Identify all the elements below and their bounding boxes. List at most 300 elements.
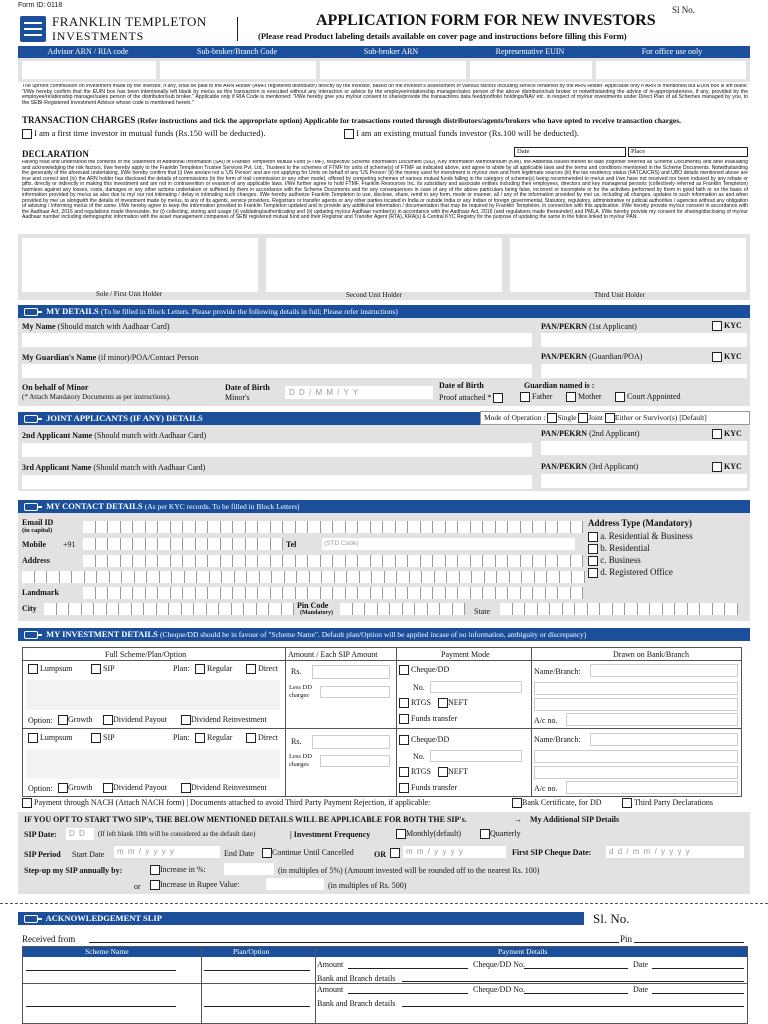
letter-cell[interactable]	[246, 538, 259, 550]
letter-cell[interactable]	[521, 587, 534, 599]
checkbox[interactable]	[438, 767, 448, 777]
letter-cell[interactable]	[446, 587, 459, 599]
signature-box-second[interactable]	[266, 238, 502, 292]
letter-cell[interactable]	[44, 603, 57, 615]
bank-certificate[interactable]: Bank Certificate, for DD	[512, 798, 602, 808]
letter-cell[interactable]	[83, 555, 96, 567]
kyc2[interactable]: KYC	[712, 429, 742, 439]
letter-cell[interactable]	[232, 603, 245, 615]
letter-cell[interactable]	[82, 603, 95, 615]
signature-box-third[interactable]	[510, 238, 746, 292]
checkbox[interactable]	[588, 568, 598, 578]
letter-cell[interactable]	[588, 603, 601, 615]
inv2-div-payout[interactable]: Dividend Payout	[103, 783, 167, 793]
letter-cell[interactable]	[521, 555, 534, 567]
addr-type-business[interactable]: c. Business	[588, 555, 748, 566]
checkbox[interactable]	[399, 698, 409, 708]
letter-cell[interactable]	[322, 571, 335, 583]
kyc3[interactable]: KYC	[712, 462, 742, 472]
continue-until-cancelled[interactable]: Continue Until Cancelled	[262, 848, 354, 858]
letter-cell[interactable]	[146, 555, 159, 567]
checkbox[interactable]	[399, 783, 409, 793]
letter-cell[interactable]	[538, 603, 551, 615]
letter-cell[interactable]	[197, 571, 210, 583]
letter-cell[interactable]	[571, 555, 584, 567]
letter-cell[interactable]	[358, 587, 371, 599]
letter-cell[interactable]	[244, 603, 257, 615]
letter-cell[interactable]	[383, 555, 396, 567]
inv2-rtgs[interactable]: RTGS	[399, 767, 431, 777]
letter-cell[interactable]	[260, 571, 273, 583]
checkbox[interactable]	[512, 798, 522, 808]
letter-cell[interactable]	[471, 587, 484, 599]
letter-cell[interactable]	[269, 603, 282, 615]
letter-cell[interactable]	[447, 571, 460, 583]
address-line2[interactable]	[22, 571, 585, 583]
checkbox[interactable]	[396, 829, 406, 839]
subbroker-arn-input[interactable]	[320, 61, 466, 79]
letter-cell[interactable]	[613, 603, 626, 615]
pincode-input[interactable]	[340, 603, 465, 615]
letter-cell[interactable]	[408, 521, 421, 533]
letter-cell[interactable]	[158, 555, 171, 567]
inv2-amount-input[interactable]	[312, 735, 390, 749]
inv1-branch-input3[interactable]	[534, 698, 738, 711]
letter-cell[interactable]	[725, 603, 738, 615]
ack1-bank-line[interactable]	[402, 981, 744, 982]
letter-cell[interactable]	[132, 603, 145, 615]
letter-cell[interactable]	[208, 555, 221, 567]
inc-pct-input[interactable]	[224, 863, 274, 875]
letter-cell[interactable]	[221, 587, 234, 599]
letter-cell[interactable]	[171, 587, 184, 599]
letter-cell[interactable]	[183, 587, 196, 599]
letter-cell[interactable]	[483, 587, 496, 599]
letter-cell[interactable]	[353, 603, 366, 615]
letter-cell[interactable]	[121, 555, 134, 567]
letter-cell[interactable]	[346, 587, 359, 599]
letter-cell[interactable]	[371, 521, 384, 533]
letter-cell[interactable]	[221, 521, 234, 533]
ack1-plan-line[interactable]	[204, 970, 310, 971]
letter-cell[interactable]	[296, 521, 309, 533]
checkbox[interactable]	[615, 392, 625, 402]
checkbox[interactable]	[712, 321, 722, 331]
end-date-box[interactable]	[390, 848, 400, 858]
inv1-cheque[interactable]: Cheque/DD	[399, 665, 449, 675]
ack1-scheme-line[interactable]	[26, 970, 176, 971]
letter-cell[interactable]	[471, 521, 484, 533]
letter-cell[interactable]	[650, 603, 663, 615]
checkbox[interactable]	[28, 733, 38, 743]
addr-type-residential[interactable]: b. Residential	[588, 543, 748, 554]
letter-cell[interactable]	[246, 521, 259, 533]
letter-cell[interactable]	[122, 571, 135, 583]
letter-cell[interactable]	[396, 521, 409, 533]
letter-cell[interactable]	[121, 538, 134, 550]
letter-cell[interactable]	[108, 521, 121, 533]
letter-cell[interactable]	[119, 603, 132, 615]
letter-cell[interactable]	[458, 555, 471, 567]
checkbox[interactable]	[438, 698, 448, 708]
letter-cell[interactable]	[258, 521, 271, 533]
letter-cell[interactable]	[308, 555, 321, 567]
letter-cell[interactable]	[310, 571, 323, 583]
letter-cell[interactable]	[183, 521, 196, 533]
ack2-date-line[interactable]	[652, 993, 744, 994]
mode-joint-checkbox[interactable]	[578, 413, 588, 423]
letter-cell[interactable]	[146, 587, 159, 599]
letter-cell[interactable]	[333, 521, 346, 533]
letter-cell[interactable]	[246, 587, 259, 599]
checkbox[interactable]	[150, 865, 160, 875]
inc-pct[interactable]: Increase in %:	[150, 865, 206, 875]
txn-option-existing[interactable]	[344, 128, 579, 139]
letter-cell[interactable]	[571, 521, 584, 533]
inv2-branch-input2[interactable]	[534, 750, 738, 763]
letter-cell[interactable]	[572, 571, 585, 583]
kyc1[interactable]: KYC	[712, 321, 742, 331]
letter-cell[interactable]	[233, 538, 246, 550]
letter-cell[interactable]	[396, 555, 409, 567]
letter-cell[interactable]	[169, 603, 182, 615]
letter-cell[interactable]	[321, 555, 334, 567]
inv1-direct[interactable]: Direct	[246, 664, 278, 674]
letter-cell[interactable]	[285, 571, 298, 583]
inv1-cheque-no-input[interactable]	[430, 681, 522, 693]
letter-cell[interactable]	[283, 555, 296, 567]
letter-cell[interactable]	[233, 555, 246, 567]
letter-cell[interactable]	[157, 603, 170, 615]
checkbox[interactable]	[91, 664, 101, 674]
checkbox[interactable]	[399, 714, 409, 724]
letter-cell[interactable]	[172, 571, 185, 583]
pan-guardian-input[interactable]	[541, 364, 747, 378]
letter-cell[interactable]	[121, 587, 134, 599]
checkbox[interactable]	[566, 392, 576, 402]
inv1-lumpsum[interactable]: Lumpsum	[28, 664, 72, 674]
kyc-guardian[interactable]: KYC	[712, 352, 742, 362]
letter-cell[interactable]	[535, 571, 548, 583]
inv2-div-reinvest[interactable]: Dividend Reinvestment	[181, 783, 267, 793]
email-input[interactable]	[83, 521, 583, 533]
inc-rs-input[interactable]	[266, 878, 324, 890]
letter-cell[interactable]	[271, 538, 284, 550]
city-input[interactable]	[44, 603, 294, 615]
letter-cell[interactable]	[390, 603, 403, 615]
letter-cell[interactable]	[96, 587, 109, 599]
address-line1[interactable]	[83, 555, 583, 567]
checkbox[interactable]	[246, 733, 256, 743]
checkbox[interactable]	[262, 848, 272, 858]
checkbox[interactable]	[480, 829, 490, 839]
checkbox[interactable]	[390, 848, 400, 858]
letter-cell[interactable]	[308, 521, 321, 533]
letter-cell[interactable]	[96, 521, 109, 533]
inv2-cheque-no-input[interactable]	[430, 750, 522, 762]
letter-cell[interactable]	[97, 571, 110, 583]
dob-input[interactable]: D D / M M / Y Y	[285, 386, 433, 399]
letter-cell[interactable]	[219, 603, 232, 615]
inv2-cheque[interactable]: Cheque/DD	[399, 735, 449, 745]
letter-cell[interactable]	[208, 538, 221, 550]
letter-cell[interactable]	[558, 555, 571, 567]
ack1-amount-line[interactable]	[348, 968, 468, 969]
letter-cell[interactable]	[308, 587, 321, 599]
letter-cell[interactable]	[346, 555, 359, 567]
letter-cell[interactable]	[108, 555, 121, 567]
ack2-cheque-line[interactable]	[524, 993, 628, 994]
inv1-branch-input2[interactable]	[534, 682, 738, 695]
letter-cell[interactable]	[497, 571, 510, 583]
letter-cell[interactable]	[453, 603, 466, 615]
letter-cell[interactable]	[271, 521, 284, 533]
inv1-rtgs[interactable]: RTGS	[399, 698, 431, 708]
letter-cell[interactable]	[222, 571, 235, 583]
checkbox[interactable]	[195, 733, 205, 743]
inv1-scheme-input[interactable]	[26, 680, 280, 710]
date-field[interactable]	[514, 147, 626, 157]
ack2-plan-line[interactable]	[204, 1006, 310, 1007]
letter-cell[interactable]	[496, 555, 509, 567]
letter-cell[interactable]	[196, 555, 209, 567]
letter-cell[interactable]	[485, 571, 498, 583]
letter-cell[interactable]	[321, 587, 334, 599]
letter-cell[interactable]	[383, 521, 396, 533]
letter-cell[interactable]	[408, 555, 421, 567]
inv1-branch-input[interactable]	[590, 664, 738, 677]
letter-cell[interactable]	[257, 603, 270, 615]
letter-cell[interactable]	[358, 521, 371, 533]
letter-cell[interactable]	[96, 555, 109, 567]
letter-cell[interactable]	[196, 521, 209, 533]
inv2-branch-input3[interactable]	[534, 766, 738, 779]
letter-cell[interactable]	[207, 603, 220, 615]
letter-cell[interactable]	[440, 603, 453, 615]
first-cheque-input[interactable]: d d / m m / y y y y	[606, 846, 744, 858]
letter-cell[interactable]	[158, 587, 171, 599]
checkbox[interactable]	[103, 715, 113, 725]
letter-cell[interactable]	[94, 603, 107, 615]
checkbox[interactable]	[181, 715, 191, 725]
letter-cell[interactable]	[171, 538, 184, 550]
letter-cell[interactable]	[160, 571, 173, 583]
letter-cell[interactable]	[638, 603, 651, 615]
nach-row[interactable]: Payment through NACH (Attach NACH form) | Documents attached to avoid Third Party Payment Rejection, if applicable:	[22, 798, 430, 808]
sip-date-input[interactable]: D D	[66, 828, 94, 840]
letter-cell[interactable]	[428, 603, 441, 615]
letter-cell[interactable]	[472, 571, 485, 583]
letter-cell[interactable]	[85, 571, 98, 583]
letter-cell[interactable]	[700, 603, 713, 615]
letter-cell[interactable]	[508, 521, 521, 533]
letter-cell[interactable]	[83, 587, 96, 599]
checkbox[interactable]	[588, 556, 598, 566]
pan2-input[interactable]	[541, 441, 747, 455]
letter-cell[interactable]	[433, 555, 446, 567]
inv1-regular[interactable]: Regular	[195, 664, 232, 674]
letter-cell[interactable]	[146, 538, 159, 550]
letter-cell[interactable]	[221, 538, 234, 550]
inv1-neft[interactable]: NEFT	[438, 698, 468, 708]
letter-cell[interactable]	[282, 603, 295, 615]
letter-cell[interactable]	[403, 603, 416, 615]
checkbox[interactable]	[58, 783, 68, 793]
freq-quarterly[interactable]: Quarterly	[480, 829, 521, 839]
second-applicant-input[interactable]	[22, 443, 532, 457]
letter-cell[interactable]	[460, 571, 473, 583]
letter-cell[interactable]	[108, 538, 121, 550]
letter-cell[interactable]	[508, 555, 521, 567]
letter-cell[interactable]	[546, 555, 559, 567]
letter-cell[interactable]	[340, 603, 353, 615]
letter-cell[interactable]	[547, 571, 560, 583]
letter-cell[interactable]	[435, 571, 448, 583]
letter-cell[interactable]	[421, 555, 434, 567]
checkbox[interactable]	[195, 664, 205, 674]
letter-cell[interactable]	[458, 587, 471, 599]
letter-cell[interactable]	[110, 571, 123, 583]
letter-cell[interactable]	[146, 521, 159, 533]
letter-cell[interactable]	[410, 571, 423, 583]
letter-cell[interactable]	[69, 603, 82, 615]
letter-cell[interactable]	[397, 571, 410, 583]
inv2-growth[interactable]: Growth	[58, 783, 92, 793]
letter-cell[interactable]	[433, 587, 446, 599]
letter-cell[interactable]	[546, 521, 559, 533]
ack2-scheme-line[interactable]	[26, 1006, 176, 1007]
letter-cell[interactable]	[563, 603, 576, 615]
tel-input[interactable]	[322, 538, 575, 550]
addr-type-registered[interactable]: d. Registered Office	[588, 567, 748, 578]
letter-cell[interactable]	[333, 555, 346, 567]
letter-cell[interactable]	[247, 571, 260, 583]
checkbox[interactable]	[58, 715, 68, 725]
letter-cell[interactable]	[296, 555, 309, 567]
letter-cell[interactable]	[663, 603, 676, 615]
letter-cell[interactable]	[446, 555, 459, 567]
ack2-bank-line[interactable]	[402, 1006, 744, 1007]
pan1-input[interactable]	[541, 333, 747, 347]
letter-cell[interactable]	[385, 571, 398, 583]
letter-cell[interactable]	[233, 521, 246, 533]
inv1-growth[interactable]: Growth	[58, 715, 92, 725]
place-field[interactable]	[628, 147, 748, 157]
letter-cell[interactable]	[458, 521, 471, 533]
checkbox[interactable]	[22, 129, 32, 139]
advisor-arn-input[interactable]	[22, 61, 156, 79]
letter-cell[interactable]	[346, 521, 359, 533]
checkbox[interactable]	[712, 462, 722, 472]
letter-cell[interactable]	[258, 555, 271, 567]
letter-cell[interactable]	[675, 603, 688, 615]
inv2-neft[interactable]: NEFT	[438, 767, 468, 777]
letter-cell[interactable]	[235, 571, 248, 583]
checkbox[interactable]	[399, 767, 409, 777]
third-applicant-input[interactable]	[22, 475, 532, 489]
letter-cell[interactable]	[500, 603, 513, 615]
letter-cell[interactable]	[35, 571, 48, 583]
letter-cell[interactable]	[283, 587, 296, 599]
letter-cell[interactable]	[271, 555, 284, 567]
letter-cell[interactable]	[108, 587, 121, 599]
letter-cell[interactable]	[107, 603, 120, 615]
letter-cell[interactable]	[258, 587, 271, 599]
letter-cell[interactable]	[147, 571, 160, 583]
letter-cell[interactable]	[558, 521, 571, 533]
letter-cell[interactable]	[575, 603, 588, 615]
letter-cell[interactable]	[422, 571, 435, 583]
letter-cell[interactable]	[371, 555, 384, 567]
letter-cell[interactable]	[408, 587, 421, 599]
letter-cell[interactable]	[60, 571, 73, 583]
letter-cell[interactable]	[208, 521, 221, 533]
letter-cell[interactable]	[383, 587, 396, 599]
letter-cell[interactable]	[158, 538, 171, 550]
letter-cell[interactable]	[182, 603, 195, 615]
letter-cell[interactable]	[22, 571, 35, 583]
letter-cell[interactable]	[283, 521, 296, 533]
letter-cell[interactable]	[335, 571, 348, 583]
letter-cell[interactable]	[433, 521, 446, 533]
addr-type-res-business[interactable]: a. Residential & Business	[588, 531, 748, 542]
letter-cell[interactable]	[371, 587, 384, 599]
letter-cell[interactable]	[372, 571, 385, 583]
proof-attached[interactable]: Proof attached *	[439, 393, 503, 403]
letter-cell[interactable]	[246, 555, 259, 567]
ack2-amount-line[interactable]	[348, 993, 468, 994]
letter-cell[interactable]	[513, 603, 526, 615]
letter-cell[interactable]	[625, 603, 638, 615]
inv1-amount-input[interactable]	[312, 665, 390, 679]
letter-cell[interactable]	[47, 571, 60, 583]
checkbox[interactable]	[91, 733, 101, 743]
checkbox[interactable]	[588, 532, 598, 542]
letter-cell[interactable]	[533, 521, 546, 533]
checkbox[interactable]	[712, 352, 722, 362]
inv2-funds[interactable]: Funds transfer	[399, 783, 457, 793]
letter-cell[interactable]	[133, 521, 146, 533]
checkbox[interactable]	[22, 798, 32, 808]
checkbox[interactable]	[399, 665, 409, 675]
letter-cell[interactable]	[183, 555, 196, 567]
mobile-input[interactable]	[83, 538, 283, 550]
inv2-lumpsum[interactable]: Lumpsum	[28, 733, 72, 743]
inc-rs[interactable]: Increase in Rupee Value:	[150, 880, 240, 890]
inv1-sip[interactable]: SIP	[91, 664, 115, 674]
letter-cell[interactable]	[271, 587, 284, 599]
letter-cell[interactable]	[297, 571, 310, 583]
letter-cell[interactable]	[208, 587, 221, 599]
inv1-funds[interactable]: Funds transfer	[399, 714, 457, 724]
letter-cell[interactable]	[396, 587, 409, 599]
letter-cell[interactable]	[83, 538, 96, 550]
letter-cell[interactable]	[158, 521, 171, 533]
letter-cell[interactable]	[121, 521, 134, 533]
letter-cell[interactable]	[83, 521, 96, 533]
letter-cell[interactable]	[533, 587, 546, 599]
my-name-input[interactable]	[22, 333, 532, 347]
letter-cell[interactable]	[521, 521, 534, 533]
letter-cell[interactable]	[600, 603, 613, 615]
inv2-sip[interactable]: SIP	[91, 733, 115, 743]
third-party-decl[interactable]: Third Party Declarations	[622, 798, 713, 808]
letter-cell[interactable]	[471, 555, 484, 567]
signature-box-first[interactable]	[22, 238, 258, 292]
letter-cell[interactable]	[688, 603, 701, 615]
letter-cell[interactable]	[421, 587, 434, 599]
letter-cell[interactable]	[496, 521, 509, 533]
